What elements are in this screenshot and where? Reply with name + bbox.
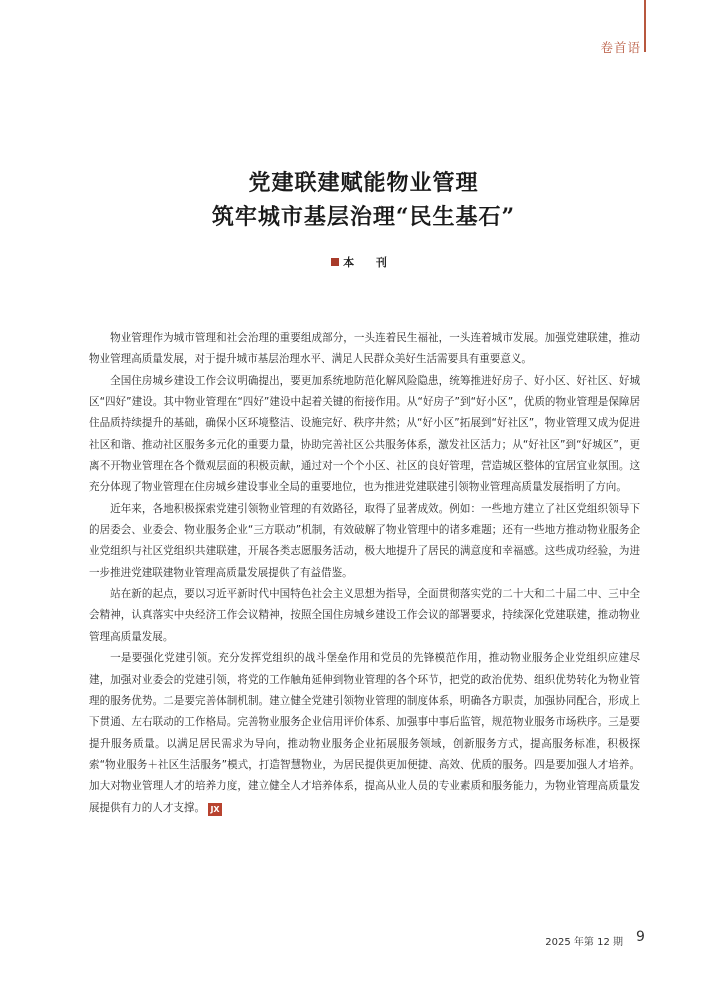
paragraph-5: [89, 648, 640, 819]
paragraph-5-text: 一是要强化党建引领。充分发挥党组织的战斗堡垒作用和党员的先锋模范作用，推动物业服务企业党组织应建尽建，加强对业委会的党建引领，将党的工作触角延伸到物业管理的各个环节，把党的政治优势、组织优势转化为物业管理的服务优势。二是要完善体制机制。建立健全党建引领物业管理的制度体系，明确各方职责，加强协同配合，形成上下贯通、左右联动的工作格局。完善物业服务企业信用评价体系、加强事中事后监管，规范物业服务市场秩序。三是要提升服务质量。以满足居民需求为导向，推动物业服务企业拓展服务领域，创新服务方式，提高服务标准，积极探索“物业服务＋社区生活服务”模式，打造智慧物业，为居民提供更加便捷、高效、优质的服务。四是要加强人才培养。加大对物业管理人才的培养力度，建立健全人才培养体系，提高从业人员的专业素质和服务能力，为物业管理高质量发展提供有力的人才支撑。: [89, 652, 640, 814]
section-label: 卷首语: [600, 40, 641, 55]
end-mark-icon: JX: [208, 803, 222, 816]
author-name: 本 刊: [343, 256, 396, 269]
page-number: 9: [636, 929, 645, 945]
paragraph-3: 近年来，各地积极探索党建引领物业管理的有效路径，取得了显著成效。例如：一些地方建立了社区党组织领导下的居委会、业委会、物业服务企业“三方联动”机制，有效破解了物业管理中的诸多难题；还有一些地方推动物业服务企业党组织与社区党组织共建联建，开展各类志愿服务活动，极大地提升了居民的满意度和幸福感。这些成功经验，为进一步推进党建联建物业管理高质量发展提供了有益借鉴。: [89, 502, 640, 579]
issue-label: 2025 年第 12 期: [545, 937, 623, 948]
title-line-1: 党建联建赋能物业管理: [248, 170, 479, 196]
author-square-icon: [331, 258, 339, 266]
header-vertical-rule: [644, 0, 646, 52]
article-body: [89, 328, 640, 819]
paragraph-4: 站在新的起点，要以习近平新时代中国特色社会主义思想为指导，全面贯彻落实党的二十大和二十届二中、三中全会精神，认真落实中央经济工作会议精神，按照全国住房城乡建设工作会议的部署要求，持续深化党建联建，推动物业管理高质量发展。: [89, 588, 640, 643]
title-line-2: 筑牢城市基层治理“民生基石”: [211, 204, 516, 230]
paragraph-1: 物业管理作为城市管理和社会治理的重要组成部分，一头连着民生福祉，一头连着城市发展。加强党建联建，推动物业管理高质量发展，对于提升城市基层治理水平、满足人民群众美好生活需要具有重要意义。: [89, 332, 640, 366]
author-byline: [0, 254, 727, 270]
article-title: [0, 166, 727, 234]
paragraph-2: 全国住房城乡建设工作会议明确提出，要更加系统地防范化解风险隐患，统筹推进好房子、好小区、好社区、好城区“四好”建设。其中物业管理在“四好”建设中起着关键的衔接作用。从“好房子”到“好小区”，优质的物业管理是保障居住品质持续提升的基础，确保小区环境整洁、设施完好、秩序井然；从“好小区”拓展到“好社区”，物业管理又成为促进社区和谐、推动社区服务多元化的重要力量，协助完善社区公共服务体系，激发社区活力；从“好社区”到“好城区”，更离不开物业管理在各个微观层面的积极贡献，通过对一个个小区、社区的良好管理，营造城区整体的宜居宜业氛围。这充分体现了物业管理在住房城乡建设事业全局的重要地位，也为推进党建联建引领物业管理高质量发展指明了方向。: [89, 374, 640, 494]
